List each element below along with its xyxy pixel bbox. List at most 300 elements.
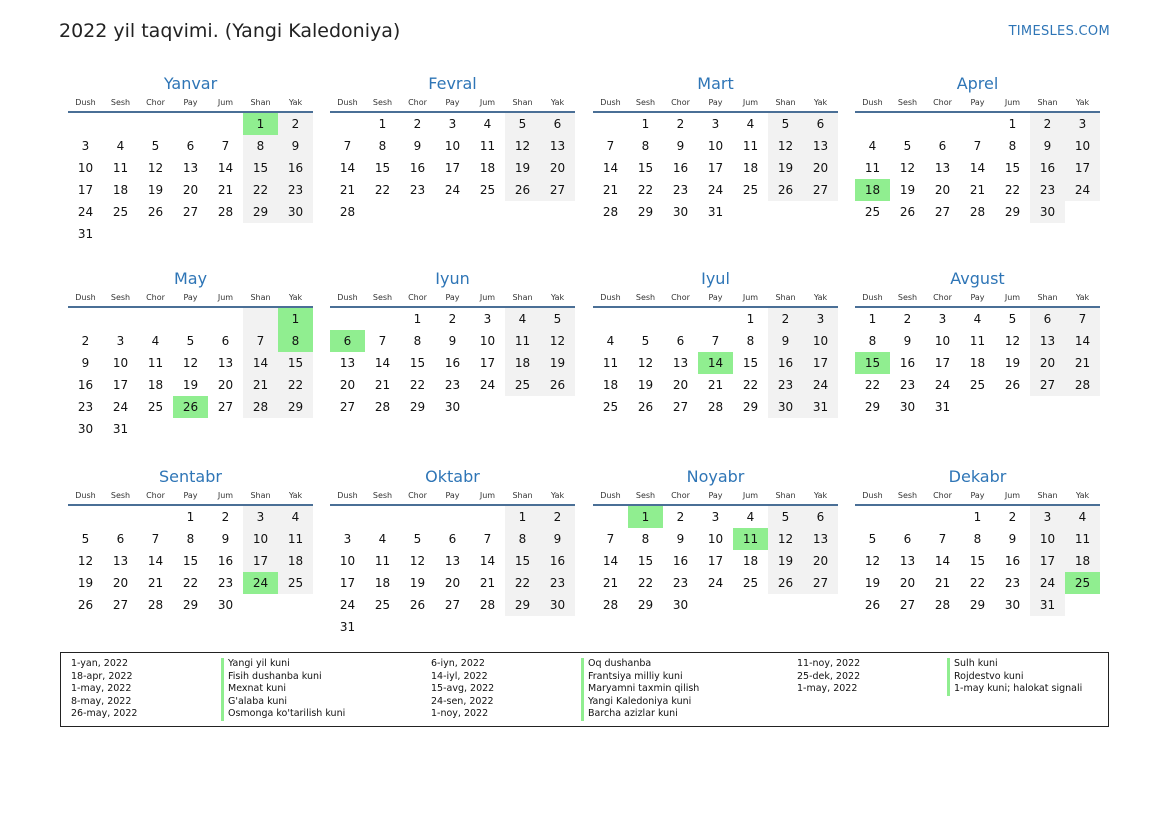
month-avgust [855, 268, 1100, 418]
holiday-name: Mexnat kuni [221, 683, 286, 696]
week-row [68, 418, 313, 440]
calendar-day: 25 [742, 183, 759, 197]
calendar-day: 29 [637, 598, 654, 612]
week-row [855, 201, 1100, 223]
calendar-day: 8 [641, 532, 650, 546]
calendar-day: 3 [448, 117, 457, 131]
calendar-day: 19 [77, 576, 94, 590]
week-row [855, 179, 1100, 201]
month-aprel [855, 73, 1100, 223]
weekday-header [68, 489, 313, 503]
calendar-day: 30 [444, 400, 461, 414]
calendar-day: 4 [606, 334, 615, 348]
calendar-day: 20 [803, 550, 838, 572]
weekday-label: Dush [337, 293, 358, 302]
calendar-day: 11 [505, 330, 540, 352]
empty-day [628, 308, 663, 330]
calendar-day: 21 [1065, 352, 1100, 374]
calendar-day: 1 [378, 117, 387, 131]
weekday-label: Yak [550, 98, 565, 107]
calendar-day: 12 [864, 554, 881, 568]
calendar-day: 18 [479, 161, 496, 175]
week-row [593, 201, 838, 223]
weekday-label: Shan [250, 293, 271, 302]
weekday-label: Shan [1037, 293, 1058, 302]
empty-day [470, 396, 505, 418]
calendar-day: 28 [1065, 374, 1100, 396]
calendar-day: 12 [147, 161, 164, 175]
weekday-label: Dush [600, 491, 621, 500]
week-row [330, 135, 575, 157]
weekday-label: Dush [75, 491, 96, 500]
holiday-item [797, 671, 1082, 684]
calendar-day: 15 [742, 356, 759, 370]
site-link[interactable]: TIMESLES.COM [1008, 24, 1110, 39]
month-name: Iyun [435, 269, 470, 288]
empty-day [173, 113, 208, 135]
calendar-day: 5 [768, 113, 803, 135]
calendar-day: 27 [803, 179, 838, 201]
calendar-day: 28 [339, 205, 356, 219]
holiday-item [71, 708, 345, 721]
calendar-day: 14 [934, 554, 951, 568]
calendar-day: 31 [112, 422, 129, 436]
calendar-day: 4 [868, 139, 877, 153]
week-row [68, 352, 313, 374]
weekday-label: Shan [512, 293, 533, 302]
empty-day [208, 223, 243, 245]
weekday-label: Dush [337, 98, 358, 107]
week-row [593, 572, 838, 594]
empty-day [593, 506, 628, 528]
week-row [855, 572, 1100, 594]
calendar-day: 16 [899, 356, 916, 370]
calendar-day: 20 [112, 576, 129, 590]
calendar-day: 5 [641, 334, 650, 348]
month-name: Oktabr [425, 467, 480, 486]
week-row [68, 201, 313, 223]
weekday-label: Shan [775, 491, 796, 500]
calendar-day: 11 [278, 528, 313, 550]
calendar-day: 5 [413, 532, 422, 546]
month-name: Fevral [428, 74, 477, 93]
calendar-day: 16 [672, 161, 689, 175]
calendar-day: 25 [864, 205, 881, 219]
calendar-day: 2 [1008, 510, 1017, 524]
weekday-label: Shan [1037, 98, 1058, 107]
calendar-day: 11 [864, 161, 881, 175]
calendar-day: 4 [378, 532, 387, 546]
empty-day [243, 418, 278, 440]
calendar-day: 25 [969, 378, 986, 392]
calendar-day: 30 [217, 598, 234, 612]
calendar-day: 9 [676, 139, 685, 153]
calendar-day: 21 [339, 183, 356, 197]
calendar-day: 14 [1065, 330, 1100, 352]
calendar-day: 22 [409, 378, 426, 392]
month-name: Sentabr [159, 467, 222, 486]
calendar-day: 18 [742, 554, 759, 568]
calendar-day: 6 [803, 506, 838, 528]
calendar-day: 20 [339, 378, 356, 392]
calendar-day: 12 [768, 135, 803, 157]
calendar-day: 12 [637, 356, 654, 370]
week-row [330, 572, 575, 594]
calendar-day: 10 [803, 330, 838, 352]
calendar-day: 5 [903, 139, 912, 153]
weekday-label: Pay [708, 491, 723, 500]
empty-day [208, 113, 243, 135]
calendar-day: 15 [374, 161, 391, 175]
calendar-day: 12 [505, 135, 540, 157]
calendar-day: 13 [339, 356, 356, 370]
month-sentabr [68, 466, 313, 616]
weekday-label: Jum [1004, 98, 1021, 107]
empty-day [768, 594, 803, 616]
calendar-day: 29 [864, 400, 881, 414]
empty-day [1030, 396, 1065, 418]
calendar-day: 30 [77, 422, 94, 436]
calendar-day: 15 [1004, 161, 1021, 175]
calendar-day: 7 [151, 532, 160, 546]
calendar-day: 16 [278, 157, 313, 179]
calendar-day: 1 [186, 510, 195, 524]
calendar-day: 15 [243, 157, 278, 179]
weekday-label: Sesh [110, 293, 131, 302]
calendar-day: 3 [711, 510, 720, 524]
calendar-day: 6 [116, 532, 125, 546]
calendar-day: 4 [746, 117, 755, 131]
calendar-day: 31 [339, 620, 356, 634]
week-row [593, 550, 838, 572]
calendar-day: 13 [803, 135, 838, 157]
calendar-day: 2 [1030, 113, 1065, 135]
calendar-day: 20 [934, 183, 951, 197]
weekday-label: Sesh [110, 491, 131, 500]
holiday-name: Yangi yil kuni [221, 658, 290, 671]
calendar-day: 28 [602, 598, 619, 612]
week-row [330, 396, 575, 418]
calendar-day: 25 [278, 572, 313, 594]
week-row [68, 113, 313, 135]
calendar-day: 7 [343, 139, 352, 153]
calendar-day: 2 [676, 117, 685, 131]
calendar-day: 25 [602, 400, 619, 414]
holiday-column [797, 658, 1082, 696]
month-name: Yanvar [163, 74, 218, 93]
calendar-day: 14 [374, 356, 391, 370]
empty-day [208, 418, 243, 440]
calendar-day: 19 [768, 157, 803, 179]
week-row [855, 113, 1100, 135]
weekday-label: Chor [933, 293, 952, 302]
calendar-day: 21 [602, 576, 619, 590]
calendar-day: 10 [934, 334, 951, 348]
weekday-label: Yak [1075, 293, 1090, 302]
calendar-day: 3 [116, 334, 125, 348]
calendar-day: 2 [81, 334, 90, 348]
calendar-day: 14 [602, 554, 619, 568]
holiday-date: 26-may, 2022 [71, 708, 138, 720]
calendar-day: 5 [151, 139, 160, 153]
holiday-item [71, 671, 345, 684]
week-row [855, 135, 1100, 157]
calendar-day: 23 [444, 378, 461, 392]
calendar-day: 23 [409, 183, 426, 197]
calendar-day: 18 [602, 378, 619, 392]
weekday-label: Pay [183, 491, 198, 500]
week-row [330, 330, 575, 352]
holiday-name: Barcha azizlar kuni [581, 708, 678, 721]
calendar-day: 21 [969, 183, 986, 197]
week-row [68, 550, 313, 572]
calendar-day: 20 [182, 183, 199, 197]
calendar-day: 3 [711, 117, 720, 131]
calendar-day: 29 [409, 400, 426, 414]
calendar-day: 8 [973, 532, 982, 546]
calendar-day: 25 [112, 205, 129, 219]
weekday-label: Sesh [635, 293, 656, 302]
calendar-day: 6 [186, 139, 195, 153]
weekday-label: Sesh [372, 293, 393, 302]
holiday-column [431, 658, 699, 721]
week-row [68, 135, 313, 157]
calendar-day: 12 [77, 554, 94, 568]
holiday-item [71, 683, 345, 696]
week-row [593, 308, 838, 330]
holiday-date: 1-may, 2022 [71, 683, 132, 695]
week-row [593, 179, 838, 201]
holiday-date: 14-iyl, 2022 [431, 670, 488, 682]
empty-day [330, 113, 365, 135]
calendar-day: 20 [540, 157, 575, 179]
calendar-day: 22 [505, 572, 540, 594]
calendar-day: 24 [444, 183, 461, 197]
weekday-label: Shan [775, 98, 796, 107]
weekday-label: Pay [445, 293, 460, 302]
calendar-day: 16 [77, 378, 94, 392]
calendar-day: 11 [147, 356, 164, 370]
weekday-header [330, 96, 575, 110]
calendar-day: 22 [637, 183, 654, 197]
calendar-day: 20 [444, 576, 461, 590]
calendar-day: 29 [182, 598, 199, 612]
holiday-day: 14 [698, 352, 733, 374]
empty-day [103, 506, 138, 528]
empty-day [960, 113, 995, 135]
empty-day [400, 506, 435, 528]
calendar-day: 25 [505, 374, 540, 396]
calendar-day: 16 [217, 554, 234, 568]
weekday-label: Sesh [897, 98, 918, 107]
calendar-day: 16 [768, 352, 803, 374]
calendar-day: 7 [378, 334, 387, 348]
weekday-label: Yak [550, 491, 565, 500]
weekday-label: Chor [671, 98, 690, 107]
weekday-label: Yak [288, 293, 303, 302]
calendar-day: 2 [768, 308, 803, 330]
empty-day [960, 396, 995, 418]
calendar-day: 13 [1030, 330, 1065, 352]
calendar-day: 1 [1008, 117, 1017, 131]
calendar-day: 7 [938, 532, 947, 546]
weekday-label: Pay [445, 98, 460, 107]
weekday-header [593, 291, 838, 305]
empty-day [365, 201, 400, 223]
calendar-day: 16 [409, 161, 426, 175]
empty-day [505, 201, 540, 223]
calendar-day: 7 [973, 139, 982, 153]
calendar-day: 12 [409, 554, 426, 568]
week-row [593, 374, 838, 396]
weekday-label: Shan [1037, 491, 1058, 500]
weekday-header [330, 489, 575, 503]
weekday-label: Sesh [897, 491, 918, 500]
calendar-day: 10 [1030, 528, 1065, 550]
empty-day [400, 201, 435, 223]
calendar-day: 6 [938, 139, 947, 153]
calendar-day: 17 [243, 550, 278, 572]
holiday-day: 1 [243, 113, 278, 135]
week-row [593, 157, 838, 179]
empty-day [243, 308, 278, 330]
weekday-label: Dush [75, 293, 96, 302]
month-name: Iyul [701, 269, 730, 288]
calendar-day: 7 [243, 330, 278, 352]
calendar-day: 21 [374, 378, 391, 392]
empty-day [470, 201, 505, 223]
calendar-day: 20 [899, 576, 916, 590]
holiday-item [431, 696, 699, 709]
calendar-day: 8 [868, 334, 877, 348]
month-name: Aprel [956, 74, 999, 93]
calendar-day: 12 [540, 330, 575, 352]
calendar-day: 21 [217, 183, 234, 197]
calendar-day: 28 [707, 400, 724, 414]
weekday-label: Dush [862, 98, 883, 107]
holiday-item [797, 658, 1082, 671]
calendar-day: 5 [868, 532, 877, 546]
calendar-day: 30 [540, 594, 575, 616]
calendar-day: 17 [444, 161, 461, 175]
page-title: 2022 yil taqvimi. (Yangi Kaledoniya) [59, 20, 401, 42]
week-row [855, 157, 1100, 179]
calendar-day: 16 [1004, 554, 1021, 568]
week-row [68, 374, 313, 396]
calendar-day: 30 [278, 201, 313, 223]
calendar-day: 28 [217, 205, 234, 219]
calendar-day: 3 [1030, 506, 1065, 528]
empty-day [698, 308, 733, 330]
week-row [855, 308, 1100, 330]
week-row [68, 157, 313, 179]
calendar-day: 3 [343, 532, 352, 546]
calendar-day: 28 [147, 598, 164, 612]
weekday-header [855, 489, 1100, 503]
calendar-day: 10 [243, 528, 278, 550]
calendar-day: 28 [969, 205, 986, 219]
holiday-date: 1-may, 2022 [797, 683, 858, 695]
holiday-item [797, 683, 1082, 696]
calendar-day: 27 [444, 598, 461, 612]
holiday-item [431, 683, 699, 696]
week-row [855, 352, 1100, 374]
calendar-day: 23 [540, 572, 575, 594]
week-row [855, 594, 1100, 616]
calendar-day: 31 [77, 227, 94, 241]
weekday-label: Dush [862, 491, 883, 500]
calendar-day: 19 [505, 157, 540, 179]
week-row [330, 374, 575, 396]
calendar-day: 22 [374, 183, 391, 197]
weekday-label: Yak [1075, 98, 1090, 107]
weekday-header [68, 291, 313, 305]
holiday-name: Maryamni taxmin qilish [581, 683, 699, 696]
weekday-label: Yak [813, 98, 828, 107]
weekday-label: Pay [970, 491, 985, 500]
calendar-day: 26 [768, 179, 803, 201]
calendar-day: 14 [479, 554, 496, 568]
calendar-day: 18 [742, 161, 759, 175]
month-name: Mart [697, 74, 734, 93]
calendar-day: 28 [602, 205, 619, 219]
week-row [68, 330, 313, 352]
week-row [855, 506, 1100, 528]
calendar-day: 22 [864, 378, 881, 392]
calendar-day: 1 [505, 506, 540, 528]
month-iyul [593, 268, 838, 418]
week-row [330, 550, 575, 572]
calendar-day: 19 [899, 183, 916, 197]
empty-day [173, 418, 208, 440]
week-row [68, 179, 313, 201]
holiday-name: 1-may kuni; halokat signali [947, 683, 1082, 696]
week-row [330, 157, 575, 179]
calendar-day: 9 [1030, 135, 1065, 157]
empty-day [593, 113, 628, 135]
holiday-name: Osmonga ko'tarilish kuni [221, 708, 345, 721]
calendar-day: 17 [479, 356, 496, 370]
calendar-day: 14 [217, 161, 234, 175]
holiday-day: 18 [855, 179, 890, 201]
holiday-item [431, 708, 699, 721]
weekday-label: Sesh [110, 98, 131, 107]
calendar-day: 24 [1030, 572, 1065, 594]
calendar-day: 8 [746, 334, 755, 348]
holiday-list [60, 652, 1109, 727]
calendar-day: 11 [742, 139, 759, 153]
empty-day [733, 594, 768, 616]
weekday-label: Jum [1004, 293, 1021, 302]
calendar-day: 10 [112, 356, 129, 370]
calendar-day: 24 [707, 576, 724, 590]
empty-day [663, 308, 698, 330]
calendar-day: 18 [1065, 550, 1100, 572]
month-name: Avgust [950, 269, 1005, 288]
week-row [593, 594, 838, 616]
calendar-day: 29 [637, 205, 654, 219]
calendar-day: 11 [374, 554, 391, 568]
calendar-day: 20 [217, 378, 234, 392]
calendar-day: 14 [602, 161, 619, 175]
calendar-day: 15 [637, 554, 654, 568]
calendar-day: 27 [540, 179, 575, 201]
calendar-day: 11 [602, 356, 619, 370]
empty-day [68, 506, 103, 528]
calendar-day: 1 [973, 510, 982, 524]
empty-day [803, 201, 838, 223]
calendar-day: 10 [1065, 135, 1100, 157]
